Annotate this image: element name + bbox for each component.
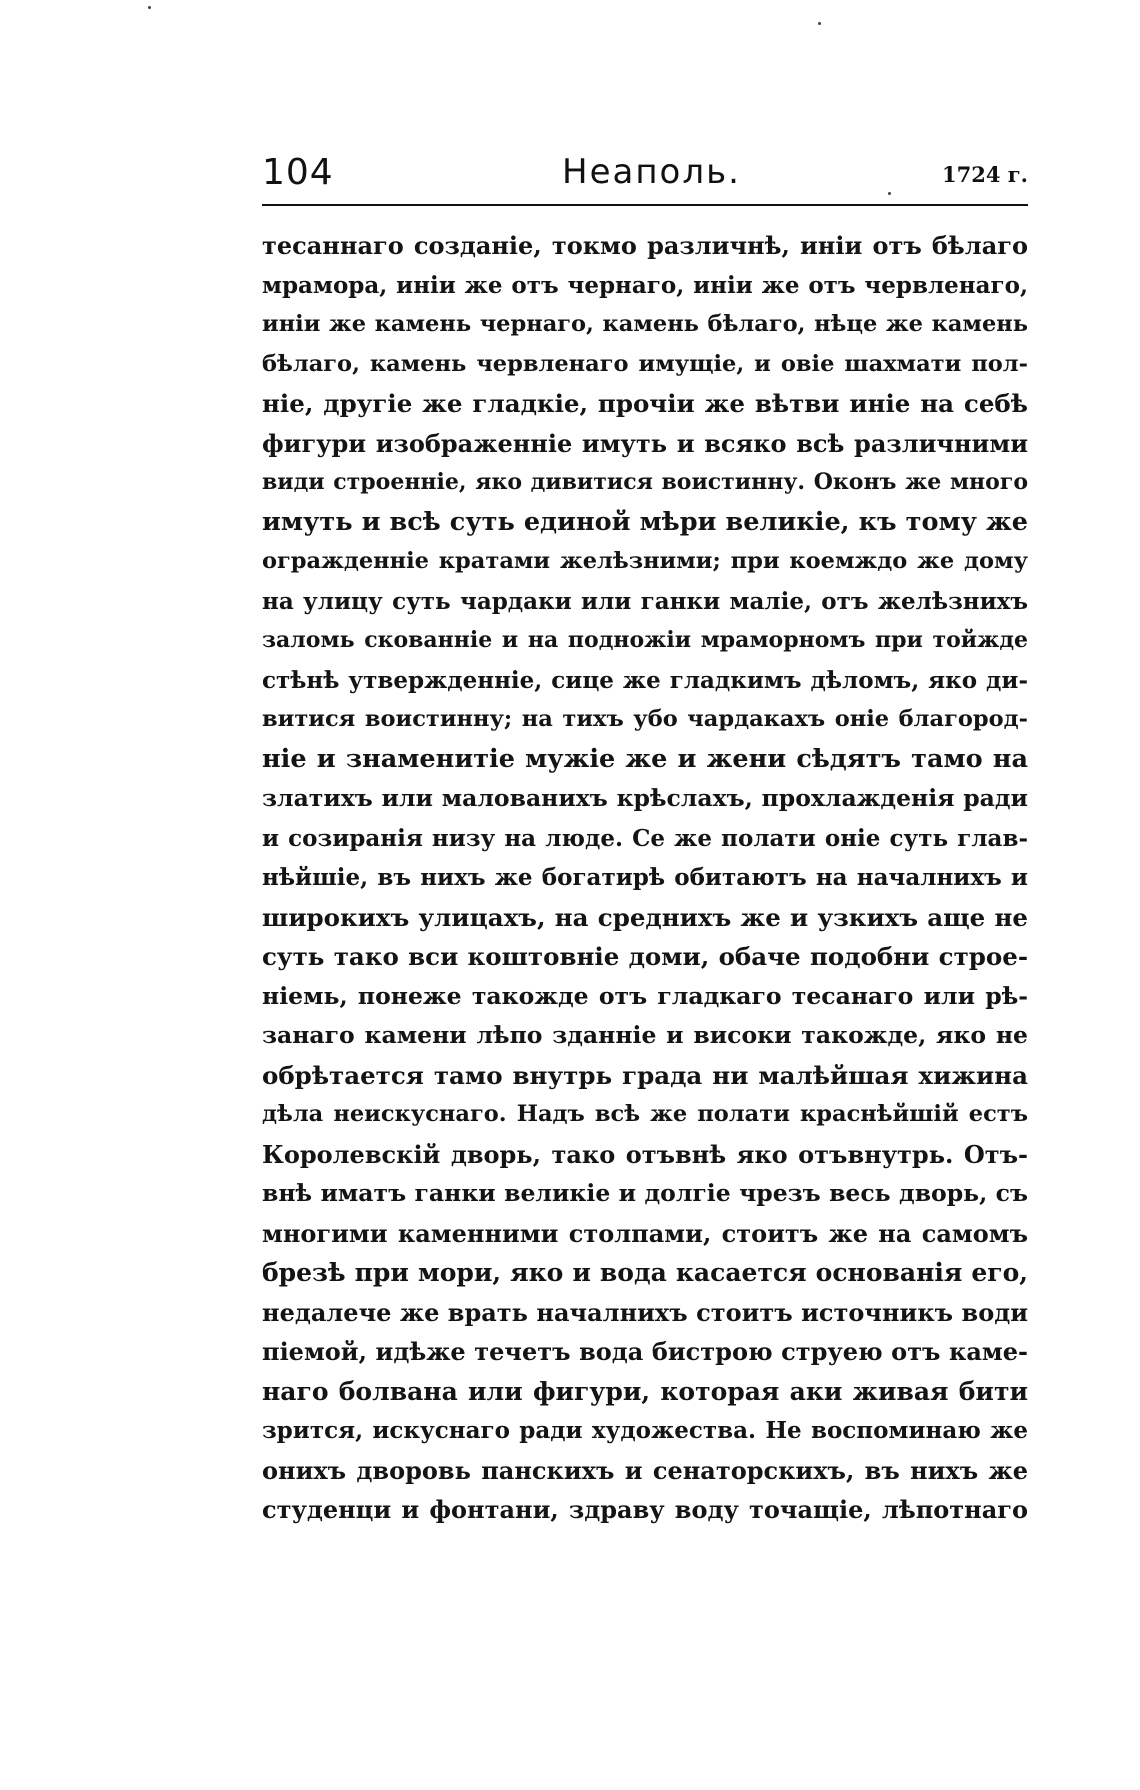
text-line: ніе и знаменитіе мужіе же и жени сѣдятъ тамо на [262, 743, 1028, 774]
text-line: и созиранія низу на люде. Се же полати оніе суть глав- [262, 824, 1028, 852]
text-line: занаго камени лѣпо зданніе и високи такожде, яко не [262, 1021, 1028, 1049]
print-speck [818, 22, 821, 25]
text-line: стѣнѣ утвержденніе, сице же гладкимъ дѣломъ, яко ди- [262, 666, 1028, 694]
text-line: тесаннаго созданіе, токмо различнѣ, иніи отъ бѣлаго [262, 231, 1028, 260]
print-speck [148, 6, 151, 9]
year-label: 1724 г. [942, 162, 1028, 187]
text-line: студенци и фонтани, здраву воду точащіе, лѣпотнаго [262, 1495, 1028, 1524]
text-line: види строенніе, яко дивитися воистинну. Оконъ же много [262, 469, 1028, 495]
text-line: Королевскій дворь, тако отъвнѣ яко отъвнутрь. Отъ- [262, 1139, 1028, 1169]
text-line: піемой, идѣже течетъ вода бистрою струею отъ каме- [262, 1337, 1028, 1366]
text-line: на улицу суть чардаки или ганки маліе, отъ желѣзнихъ [262, 587, 1028, 615]
header-rule [262, 204, 1028, 206]
text-line: недалече же врать началнихъ стоитъ источникъ води [262, 1297, 1028, 1327]
text-line: огражденніе кратами желѣзними; при коемждо же дому [262, 548, 1028, 574]
text-line: обрѣтается тамо внутрь града ни малѣйшая хижина [262, 1060, 1028, 1090]
running-title: Неаполь. [562, 152, 741, 192]
text-line: онихъ двоpовь панскихъ и сенаторскихъ, въ нихъ же [262, 1455, 1028, 1485]
text-line: зрится, искуснаго ради художества. Не воспоминаю же [262, 1417, 1028, 1444]
text-line: витися воистинну; на тихъ убо чардакахъ оніе благород- [262, 706, 1028, 732]
text-line: заломь скованніе и на подножіи мраморномъ при тойжде [262, 627, 1028, 653]
page-header [262, 152, 1028, 206]
text-line: ніемь, понеже такожде отъ гладкаго тесанаго или рѣ- [262, 981, 1028, 1010]
text-line: златихъ или малованихъ крѣслахъ, прохлажденія ради [262, 784, 1028, 812]
text-line: внѣ иматъ ганки великіе и долгіе чрезъ весь дворь, съ [262, 1179, 1028, 1207]
text-line: суть тако вси коштовніе доми, обаче подобни строе- [262, 942, 1028, 971]
text-line: имуть и всѣ суть единой мѣри великіе, къ тому же [262, 506, 1028, 537]
text-line: иніи же камень чернаго, камень бѣлаго, нѣце же камень [262, 311, 1028, 337]
text-line: нѣйшіе, въ нихъ же богатирѣ обитаютъ на началнихъ и [262, 864, 1028, 891]
page-number: 104 [262, 152, 334, 193]
text-line: бѣлаго, камень червленаго имущіе, и овіе шахмати пол- [262, 350, 1028, 377]
text-line: ніе, другіе же гладкіе, прочіи же вѣтви иніе на себѣ [262, 389, 1028, 418]
text-line: широкихъ улицахъ, на среднихъ же и узкихъ аще не [262, 902, 1028, 932]
text-line: фигури изображенніе имуть и всяко всѣ различними [262, 428, 1028, 458]
body-text [262, 226, 1028, 1530]
text-line: мрамора, иніи же отъ чернаго, иніи же отъ червленаго, [262, 271, 1028, 299]
text-line: дѣла неискуснаго. Надъ всѣ же полати краснѣйшій естъ [262, 1101, 1028, 1127]
text-line: наго болвана или фигури, которая аки живая бити [262, 1376, 1028, 1406]
text-line: многими каменними столпами, стоитъ же на самомъ [262, 1218, 1028, 1248]
text-line: брезѣ при мори, яко и вода касается основанія его, [262, 1258, 1028, 1287]
